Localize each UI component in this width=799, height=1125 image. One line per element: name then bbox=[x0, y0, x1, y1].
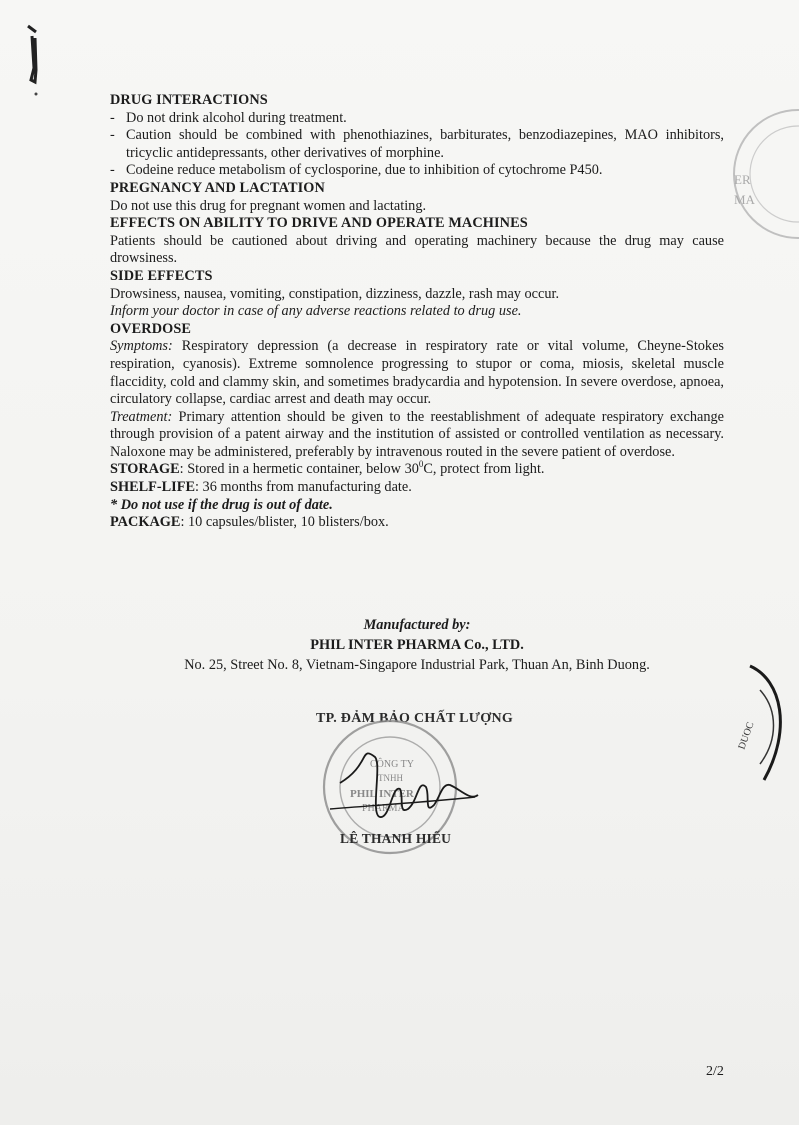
pregnancy-heading: PREGNANCY AND LACTATION bbox=[110, 179, 325, 196]
treatment-text: Primary attention should be given to the reestablishment of adequate respiratory exchange through provision of a patent airway and the institution of assisted or controlled ventilation as necessary. Naloxone may be administered, preferably by intravenous routed in the severe patient of overdose. bbox=[110, 408, 724, 460]
partial-stamp-top bbox=[718, 104, 799, 244]
storage-label: STORAGE bbox=[110, 461, 180, 478]
package-text: : 10 capsules/blister, 10 blisters/box. bbox=[180, 514, 389, 531]
seal-line: PHIL INTER bbox=[350, 788, 414, 800]
scan-mark bbox=[22, 18, 52, 98]
side-effects-text: Drowsiness, nausea, vomiting, constipation, dizziness, dazzle, rash may occur. bbox=[110, 285, 560, 302]
svg-text:MA: MA bbox=[734, 192, 755, 207]
seal-line: TNHH bbox=[378, 773, 403, 783]
treatment-label: Treatment: bbox=[110, 408, 173, 425]
storage-text-end: C, protect from light. bbox=[423, 461, 545, 478]
signer-name: LÊ THANH HIẾU bbox=[340, 831, 452, 846]
side-effects-heading: SIDE EFFECTS bbox=[110, 267, 213, 284]
driving-text: Patients should be cautioned about driving and operating machinery because the drug may cause drowsiness. bbox=[110, 232, 724, 267]
side-effects-note: Inform your doctor in case of any adverse reactions related to drug use. bbox=[110, 303, 522, 320]
storage-line bbox=[110, 461, 724, 479]
package-label: PACKAGE bbox=[110, 514, 181, 531]
seal-line: PHARMA bbox=[362, 803, 405, 814]
interaction-text: Do not drink alcohol during treatment. bbox=[126, 109, 347, 126]
interaction-item: - Codeine reduce metabolism of cyclosporine, due to inhibition of cytochrome P450. bbox=[110, 162, 603, 179]
leaflet-body bbox=[110, 92, 724, 532]
shelf-life-text: : 36 months from manufacturing date. bbox=[195, 479, 412, 496]
package-line bbox=[110, 514, 724, 532]
manufacturer-block bbox=[110, 615, 724, 675]
expiry-warning: * Do not use if the drug is out of date. bbox=[110, 496, 333, 513]
manufacturer-address: No. 25, Street No. 8, Vietnam-Singapore Industrial Park, Thuan An, Binh Duong. bbox=[184, 657, 650, 673]
drug-interactions-heading: DRUG INTERACTIONS bbox=[110, 92, 268, 108]
interaction-item: - Caution should be combined with phenothiazines, barbiturates, benzodiazepines, MAO inhibitors, tricyclic antidepressants, other derivatives of morphine. bbox=[110, 127, 724, 161]
approval-block bbox=[300, 705, 560, 865]
overdose-symptoms bbox=[110, 338, 724, 408]
overdose-heading: OVERDOSE bbox=[110, 320, 192, 337]
qa-title: TP. ĐẢM BẢO CHẤT LƯỢNG bbox=[316, 711, 514, 726]
partial-stamp-bottom bbox=[720, 660, 799, 790]
manufacturer-name: PHIL INTER PHARMA Co., LTD. bbox=[310, 637, 524, 653]
page-number: 2/2 bbox=[706, 1064, 724, 1079]
degree-sup: 0 bbox=[418, 459, 424, 470]
pregnancy-text: Do not use this drug for pregnant women and lactating. bbox=[110, 197, 427, 214]
seal-line: CÔNG TY bbox=[370, 759, 414, 770]
interaction-text: Caution should be combined with phenothiazines, barbiturates, benzodiazepines, MAO inhibitors, tricyclic antidepressants, other derivatives of morphine. bbox=[126, 127, 724, 161]
interaction-text: Codeine reduce metabolism of cyclosporine, due to inhibition of cytochrome P450. bbox=[126, 162, 603, 179]
driving-heading: EFFECTS ON ABILITY TO DRIVE AND OPERATE MACHINES bbox=[110, 215, 528, 232]
svg-text:ER: ER bbox=[734, 172, 751, 187]
symptoms-text: Respiratory depression (a decrease in respiratory rate or vital volume, Cheyne-Stokes respiration, cyanosis). Extreme somnolence progressing to stupor or coma, miosis, skeletal muscle flaccidity, cold and clammy skin, and sometimes bradycardia and hypotension. In severe overdose, apnoea, circulatory collapse, cardiac arrest and death may occur. bbox=[110, 338, 724, 408]
svg-text:DUOC: DUOC bbox=[736, 720, 757, 752]
symptoms-label: Symptoms: bbox=[110, 338, 173, 355]
overdose-treatment bbox=[110, 409, 724, 462]
manufactured-by-label: Manufactured by: bbox=[363, 617, 471, 633]
shelf-life-line bbox=[110, 479, 724, 497]
shelf-life-label: SHELF-LIFE bbox=[110, 479, 196, 496]
interaction-item: - Do not drink alcohol during treatment. bbox=[110, 109, 347, 126]
storage-text: : Stored in a hermetic container, below 30 bbox=[179, 461, 419, 478]
